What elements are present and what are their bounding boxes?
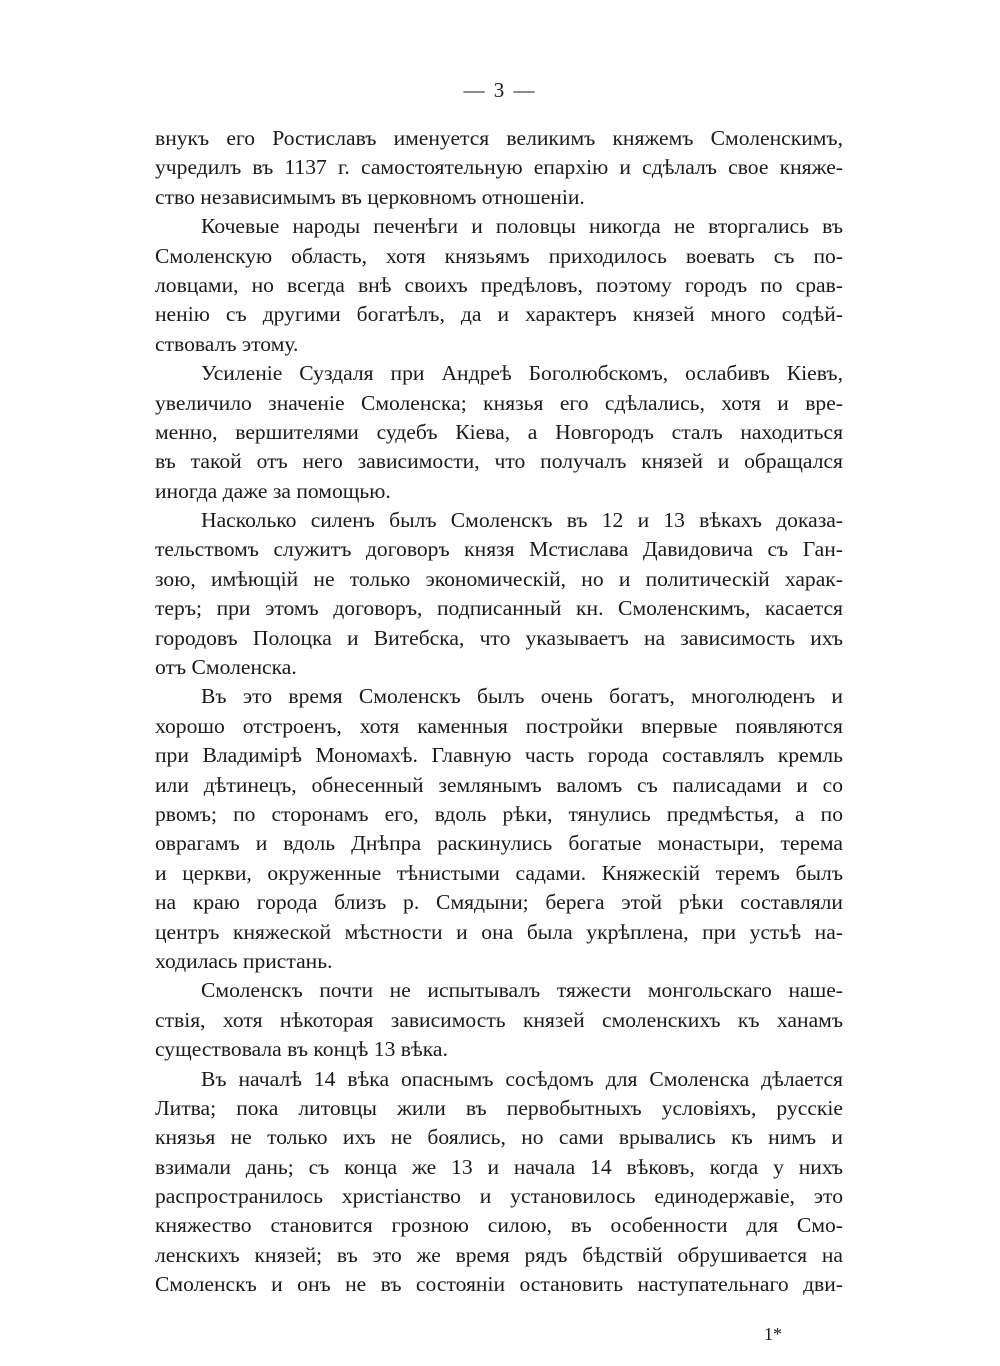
text-line: Усиленіе Суздаля при Андреѣ Боголюбскомъ, ослабивъ Кіевъ,	[201, 361, 843, 386]
signature-mark: 1*	[764, 1324, 782, 1344]
text-line: при Владимірѣ Мономахѣ. Главную часть города составлялъ кремль	[155, 743, 843, 768]
text-line: существовала въ концѣ 13 вѣка.	[155, 1037, 448, 1062]
text-line: менно, вершителями судебъ Кіева, а Новгородъ сталъ находиться	[155, 419, 843, 444]
paragraph-7	[155, 1065, 843, 1300]
text-line: княжество становится грозною силою, въ особенности для Смо-	[155, 1213, 843, 1238]
text-line: ходилась пристань.	[155, 948, 333, 973]
text-line: зою, имѣющій не только экономическій, но и политическій харак-	[155, 566, 843, 591]
paragraph-6	[155, 976, 843, 1064]
text-line: ленскихъ князей; въ это же время рядъ бѣдствій обрушивается на	[155, 1242, 843, 1267]
text-line: Въ началѣ 14 вѣка опаснымъ сосѣдомъ для Смоленска дѣлается	[201, 1066, 843, 1091]
text-line: ство независимымъ въ церковномъ отношеніи.	[155, 184, 585, 209]
text-line: Смоленскъ почти не испытывалъ тяжести монгольскаго наше-	[201, 978, 843, 1003]
text-line: взимали дань; съ конца же 13 и начала 14 вѣковъ, когда у нихъ	[155, 1154, 843, 1179]
text-line: распространилось христіанство и установилось единодержавіе, это	[155, 1184, 843, 1209]
text-line: оврагамъ и вдоль Днѣпра раскинулись богатые монастыри, терема	[155, 831, 843, 856]
paragraph-4	[155, 506, 843, 682]
text-line: въ такой отъ него зависимости, что получалъ князей и обращался	[155, 449, 843, 474]
text-line: Смоленскую область, хотя князьямъ приходилось воевать съ по-	[155, 243, 843, 268]
page-number: — 3 —	[463, 78, 537, 102]
text-line: Кочевые народы печенѣги и половцы никогда не вторгались въ	[201, 214, 843, 239]
text-line: увеличило значеніе Смоленска; князья его сдѣлались, хотя и вре-	[155, 390, 843, 415]
text-line: Литва; пока литовцы жили въ первобытныхъ условіяхъ, русскіе	[155, 1095, 843, 1120]
text-line: ствовалъ этому.	[155, 331, 299, 356]
text-line: или дѣтинецъ, обнесенный землянымъ валомъ съ палисадами и со	[155, 772, 843, 797]
paragraph-1	[155, 124, 843, 212]
paragraph-3	[155, 359, 843, 506]
text-line: Въ это время Смоленскъ былъ очень богатъ, многолюденъ и	[201, 684, 843, 709]
paragraph-5	[155, 682, 843, 976]
text-line: и церкви, окруженные тѣнистыми садами. Княжескій теремъ былъ	[155, 860, 843, 885]
text-line: центръ княжеской мѣстности и она была укрѣплена, при устьѣ на-	[155, 919, 843, 944]
text-line: рвомъ; по сторонамъ его, вдоль рѣки, тянулись предмѣстья, а по	[155, 801, 843, 826]
text-line: ствія, хотя нѣкоторая зависимость князей смоленскихъ къ ханамъ	[155, 1007, 843, 1032]
text-line: ненію съ другими богатѣлъ, да и характеръ князей много содѣй-	[155, 302, 843, 327]
text-line: внукъ его Ростиславъ именуется великимъ княжемъ Смоленскимъ,	[155, 126, 843, 150]
text-line: учредилъ въ 1137 г. самостоятельную епархію и сдѣлалъ свое княже-	[155, 155, 843, 180]
text-line: ловцами, но всегда внѣ своихъ предѣловъ, поэтому городъ по срав-	[155, 272, 843, 297]
text-line: тельствомъ служитъ договоръ князя Мстислава Давидовича съ Ган-	[155, 537, 843, 562]
text-line: иногда даже за помощью.	[155, 478, 391, 503]
text-line: князья не только ихъ не боялись, но сами врывались къ нимъ и	[155, 1125, 843, 1150]
text-line: на краю города близъ р. Смядыни; берега этой рѣки составляли	[155, 890, 843, 915]
text-line: Насколько силенъ былъ Смоленскъ въ 12 и 13 вѣкахъ доказа-	[201, 508, 843, 533]
body-text	[155, 124, 843, 1300]
text-line: Смоленскъ и онъ не въ состояніи остановить наступательнаго дви-	[155, 1272, 843, 1297]
paragraph-2	[155, 212, 843, 359]
text-line: отъ Смоленска.	[155, 655, 297, 680]
text-line: теръ; при этомъ договоръ, подписанный кн. Смоленскимъ, касается	[155, 596, 843, 621]
text-line: городовъ Полоцка и Витебска, что указываетъ на зависимость ихъ	[155, 625, 843, 650]
text-line: хорошо отстроенъ, хотя каменныя постройки впервые появляются	[155, 713, 843, 738]
